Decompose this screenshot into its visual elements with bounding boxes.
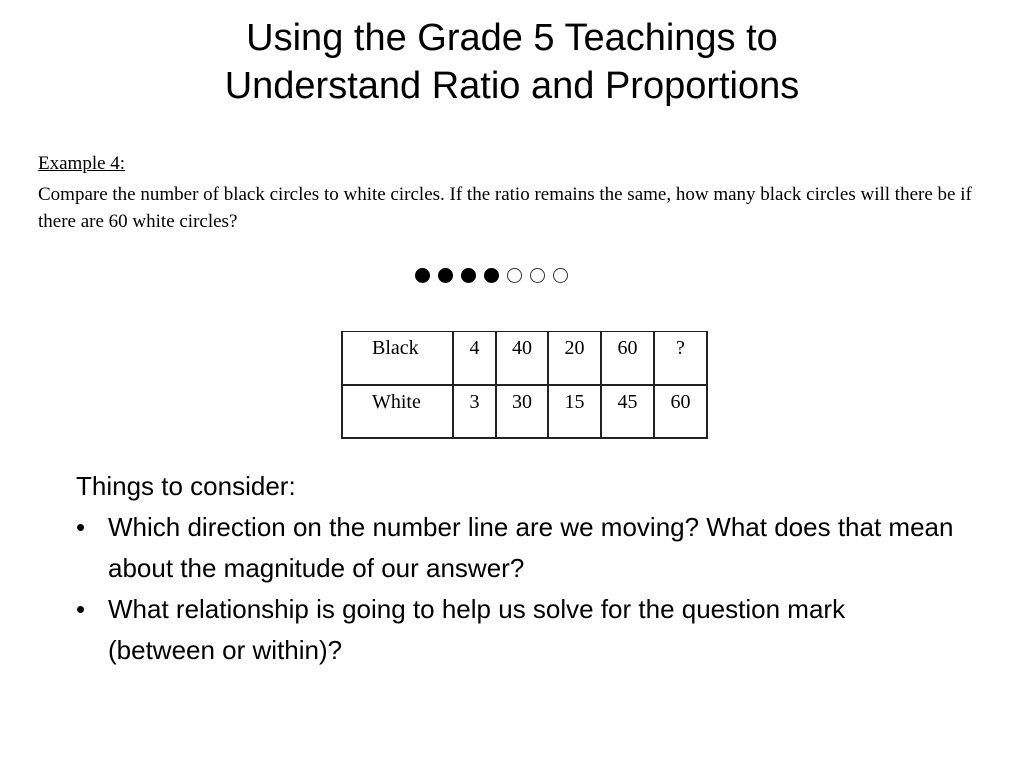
slide-title xyxy=(0,14,1024,110)
table-cell: 20 xyxy=(548,332,601,385)
consider-heading: Things to consider: xyxy=(76,471,296,501)
table-row-white xyxy=(342,385,707,438)
white-circle xyxy=(553,268,568,283)
black-circle xyxy=(438,268,453,283)
table-cell: ? xyxy=(654,332,707,385)
row-label-black: Black xyxy=(342,332,453,385)
bullet-icon: • xyxy=(76,594,86,624)
list-item-text: What relationship is going to help us solve for the question mark (between or within)? xyxy=(108,594,846,665)
black-circle xyxy=(461,268,476,283)
table-cell: 40 xyxy=(496,332,548,385)
slide-title-line-1: Using the Grade 5 Teachings to xyxy=(246,17,778,59)
slide-title-line-2: Understand Ratio and Proportions xyxy=(224,65,800,107)
table-cell: 4 xyxy=(453,332,496,385)
bullet-icon: • xyxy=(76,512,86,542)
list-item xyxy=(76,589,956,671)
things-to-consider xyxy=(76,466,956,671)
table-cell: 60 xyxy=(601,332,654,385)
white-circle xyxy=(530,268,545,283)
white-circle xyxy=(507,268,522,283)
table-cell: 60 xyxy=(654,385,707,438)
black-circle xyxy=(415,268,430,283)
example-question: Compare the number of black circles to white circles. If the ratio remains the same, how many black circles will there be if there are 60 white circles? xyxy=(38,184,972,232)
table-row-black xyxy=(342,332,707,385)
table-cell: 45 xyxy=(601,385,654,438)
consider-list xyxy=(76,507,956,671)
example-label: Example 4: xyxy=(38,153,126,174)
ratio-table xyxy=(341,331,708,439)
list-item-text: Which direction on the number line are we moving? What does that mean about the magnitude of our answer? xyxy=(108,512,954,583)
table-cell: 15 xyxy=(548,385,601,438)
black-circle xyxy=(484,268,499,283)
table-cell: 30 xyxy=(496,385,548,438)
row-label-white: White xyxy=(342,385,453,438)
circle-diagram xyxy=(415,268,568,283)
list-item xyxy=(76,507,956,589)
table-cell: 3 xyxy=(453,385,496,438)
